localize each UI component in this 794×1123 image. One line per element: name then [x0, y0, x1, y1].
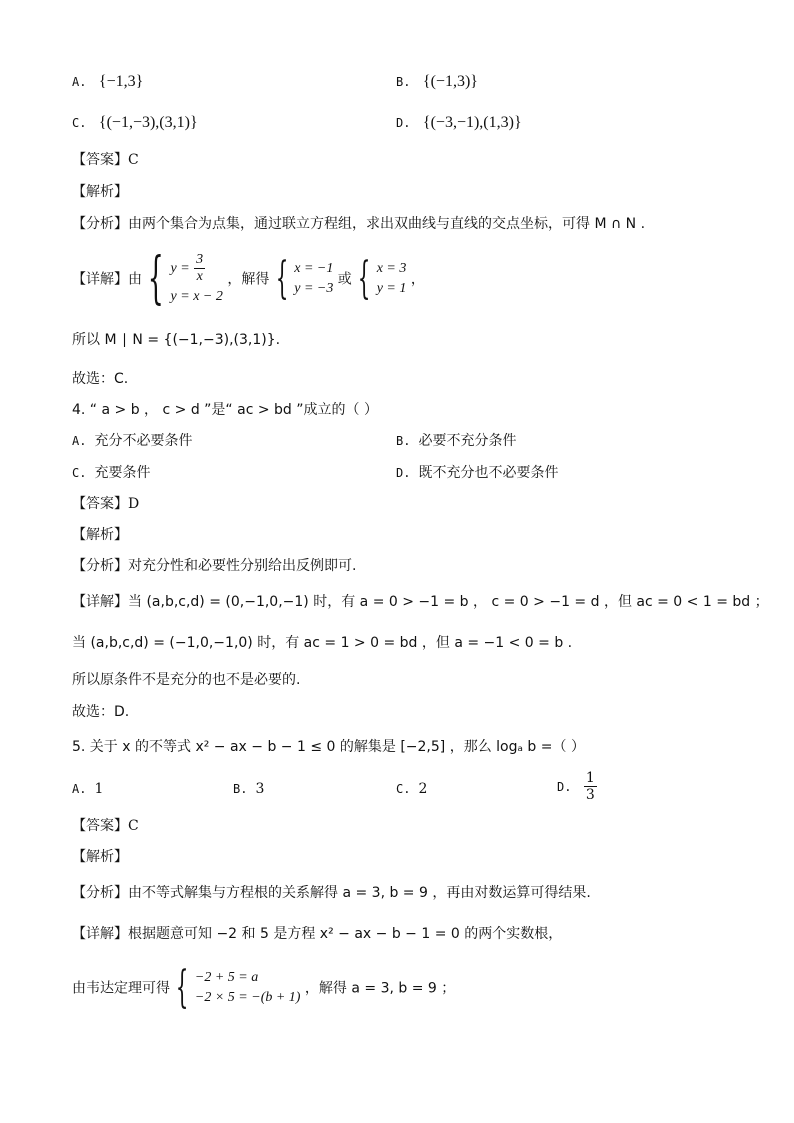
fenxi-tag: 【分析】: [72, 558, 128, 574]
q4-option-c: [72, 463, 150, 483]
q4-stem: 4. “ a > b ， c > d ”是“ ac > bd ”成立的（ ）: [72, 402, 378, 418]
option-text: {(−1,−3),(3,1)}: [98, 114, 198, 131]
option-text: 充要条件: [94, 465, 151, 481]
vieta-suffix: ，解得 a = 3, b = 9 ；: [304, 980, 456, 997]
fenxi-tag: 【分析】: [72, 216, 128, 232]
answer-value: D: [128, 496, 140, 512]
row1: x = −1: [294, 260, 334, 276]
q4-option-d: [396, 463, 558, 483]
left-brace: {: [176, 962, 189, 1013]
answer-tag: 【答案】: [72, 818, 128, 834]
denominator: x: [196, 268, 203, 284]
option-text: 2: [418, 781, 428, 797]
q4-choose-line: 故选：D.: [72, 704, 130, 720]
option-text: {(−3,−1),(1,3)}: [422, 114, 522, 131]
vieta-prefix: 由韦达定理可得: [72, 980, 170, 997]
option-label: A.: [72, 434, 87, 448]
q5-answer: [72, 816, 139, 836]
fenxi-text: 对充分性和必要性分别给出反例即可.: [128, 558, 357, 574]
option-label: D.: [557, 779, 572, 794]
q4-option-b: [396, 431, 516, 451]
option-label: B.: [233, 782, 248, 796]
q4-xiangjie: [72, 592, 769, 612]
option-text: {(−1,3)}: [422, 73, 478, 90]
q5-option-b: [233, 779, 264, 799]
q4-option-a: [72, 431, 192, 451]
xiangjie-prefix: 由: [128, 271, 142, 288]
fenxi-text: 由不等式解集与方程根的关系解得 a = 3, b = 9 ，再由对数运算可得结果.: [128, 885, 591, 901]
answer-value: C: [128, 818, 139, 834]
q3-xiangjie: [72, 246, 425, 311]
option-label: C.: [72, 116, 87, 130]
q5-vieta: [72, 962, 455, 1013]
vieta-system: [195, 968, 301, 1008]
option-label: D.: [396, 116, 411, 130]
q3-option-a: [72, 72, 143, 92]
q3-fenxi: [72, 214, 645, 234]
q3-analysis-tag: 【解析】: [72, 184, 128, 200]
row1: −2 + 5 = a: [194, 969, 259, 985]
equation-system-1: [171, 250, 223, 307]
fenxi-tag: 【分析】: [72, 885, 128, 901]
row2: −2 × 5 = −(b + 1): [194, 989, 301, 1005]
q4-line3: 所以原条件不是充分的也不是必要的.: [72, 672, 301, 688]
numerator: 3: [196, 251, 204, 267]
option-text: 既不充分也不必要条件: [418, 465, 559, 481]
xiangjie-tag: 【详解】: [72, 594, 128, 610]
answer-tag: 【答案】: [72, 152, 128, 168]
q3-option-d: [396, 113, 522, 133]
or-text: 或: [337, 271, 352, 288]
row2: y = 1: [376, 280, 407, 296]
q3-answer: [72, 150, 139, 170]
q3-option-b: [396, 72, 478, 92]
solve-text: ，解得: [227, 271, 270, 288]
sys-end: ，: [410, 271, 425, 288]
q3-option-c: [72, 113, 198, 133]
q5-fenxi: [72, 883, 591, 903]
xiangjie-tag: 【详解】: [72, 926, 128, 942]
q5-option-a: [72, 779, 103, 799]
left-brace: {: [357, 253, 371, 304]
q3-so-line: 所以 M ∣ N = {(−1,−3),(3,1)}.: [72, 332, 281, 348]
option-label: B.: [396, 434, 411, 448]
option-text: 3: [255, 781, 265, 797]
option-text: {−1,3}: [98, 73, 144, 90]
q4-analysis-tag: 【解析】: [72, 527, 128, 543]
option-text: 充分不必要条件: [94, 433, 193, 449]
fraction: [194, 252, 205, 285]
option-label: B.: [396, 75, 411, 89]
answer-tag: 【答案】: [72, 496, 128, 512]
numerator: 1: [585, 770, 595, 786]
option-label: C.: [72, 466, 87, 480]
q4-fenxi: [72, 556, 356, 576]
denominator: 3: [585, 787, 595, 803]
xiangjie-tag: 【详解】: [72, 271, 128, 288]
left-brace: {: [148, 246, 165, 311]
xiangjie-text: 根据题意可知 −2 和 5 是方程 x² − ax − b − 1 = 0 的两个实数根，: [128, 926, 563, 942]
q3-choose-line: 故选：C.: [72, 371, 129, 387]
option-text: 必要不充分条件: [418, 433, 517, 449]
row2: y = −3: [294, 280, 334, 296]
fraction: [584, 770, 597, 803]
option-label: A.: [72, 75, 87, 89]
row1-lhs: y =: [170, 261, 190, 276]
q5-analysis-tag: 【解析】: [72, 849, 128, 865]
row1: x = 3: [376, 260, 407, 276]
q5-xiangjie: [72, 924, 562, 944]
answer-value: C: [128, 152, 139, 168]
option-text: 1: [94, 781, 104, 797]
equation-system-2: [294, 259, 333, 299]
option-label: A.: [72, 782, 87, 796]
q5-option-d: [557, 770, 597, 803]
q4-answer: [72, 494, 139, 514]
option-label: C.: [396, 782, 411, 796]
q5-option-c: [396, 779, 427, 799]
q4-line2: 当 (a,b,c,d) = (−1,0,−1,0) 时，有 ac = 1 > 0 = bd ，但 a = −1 < 0 = b .: [72, 635, 573, 651]
row2: y = x − 2: [170, 289, 223, 304]
left-brace: {: [275, 253, 289, 304]
equation-system-3: [377, 259, 407, 299]
fenxi-text: 由两个集合为点集，通过联立方程组，求出双曲线与直线的交点坐标，可得 M ∩ N .: [128, 216, 646, 232]
q5-stem: 5. 关于 x 的不等式 x² − ax − b − 1 ≤ 0 的解集是 [−2,5] ，那么 logₐ b =（ ）: [72, 739, 585, 755]
xiangjie-line1: 当 (a,b,c,d) = (0,−1,0,−1) 时，有 a = 0 > −1 = b ， c = 0 > −1 = d ，但 ac = 0 < 1 = bd ；: [128, 594, 769, 610]
option-label: D.: [396, 466, 411, 480]
